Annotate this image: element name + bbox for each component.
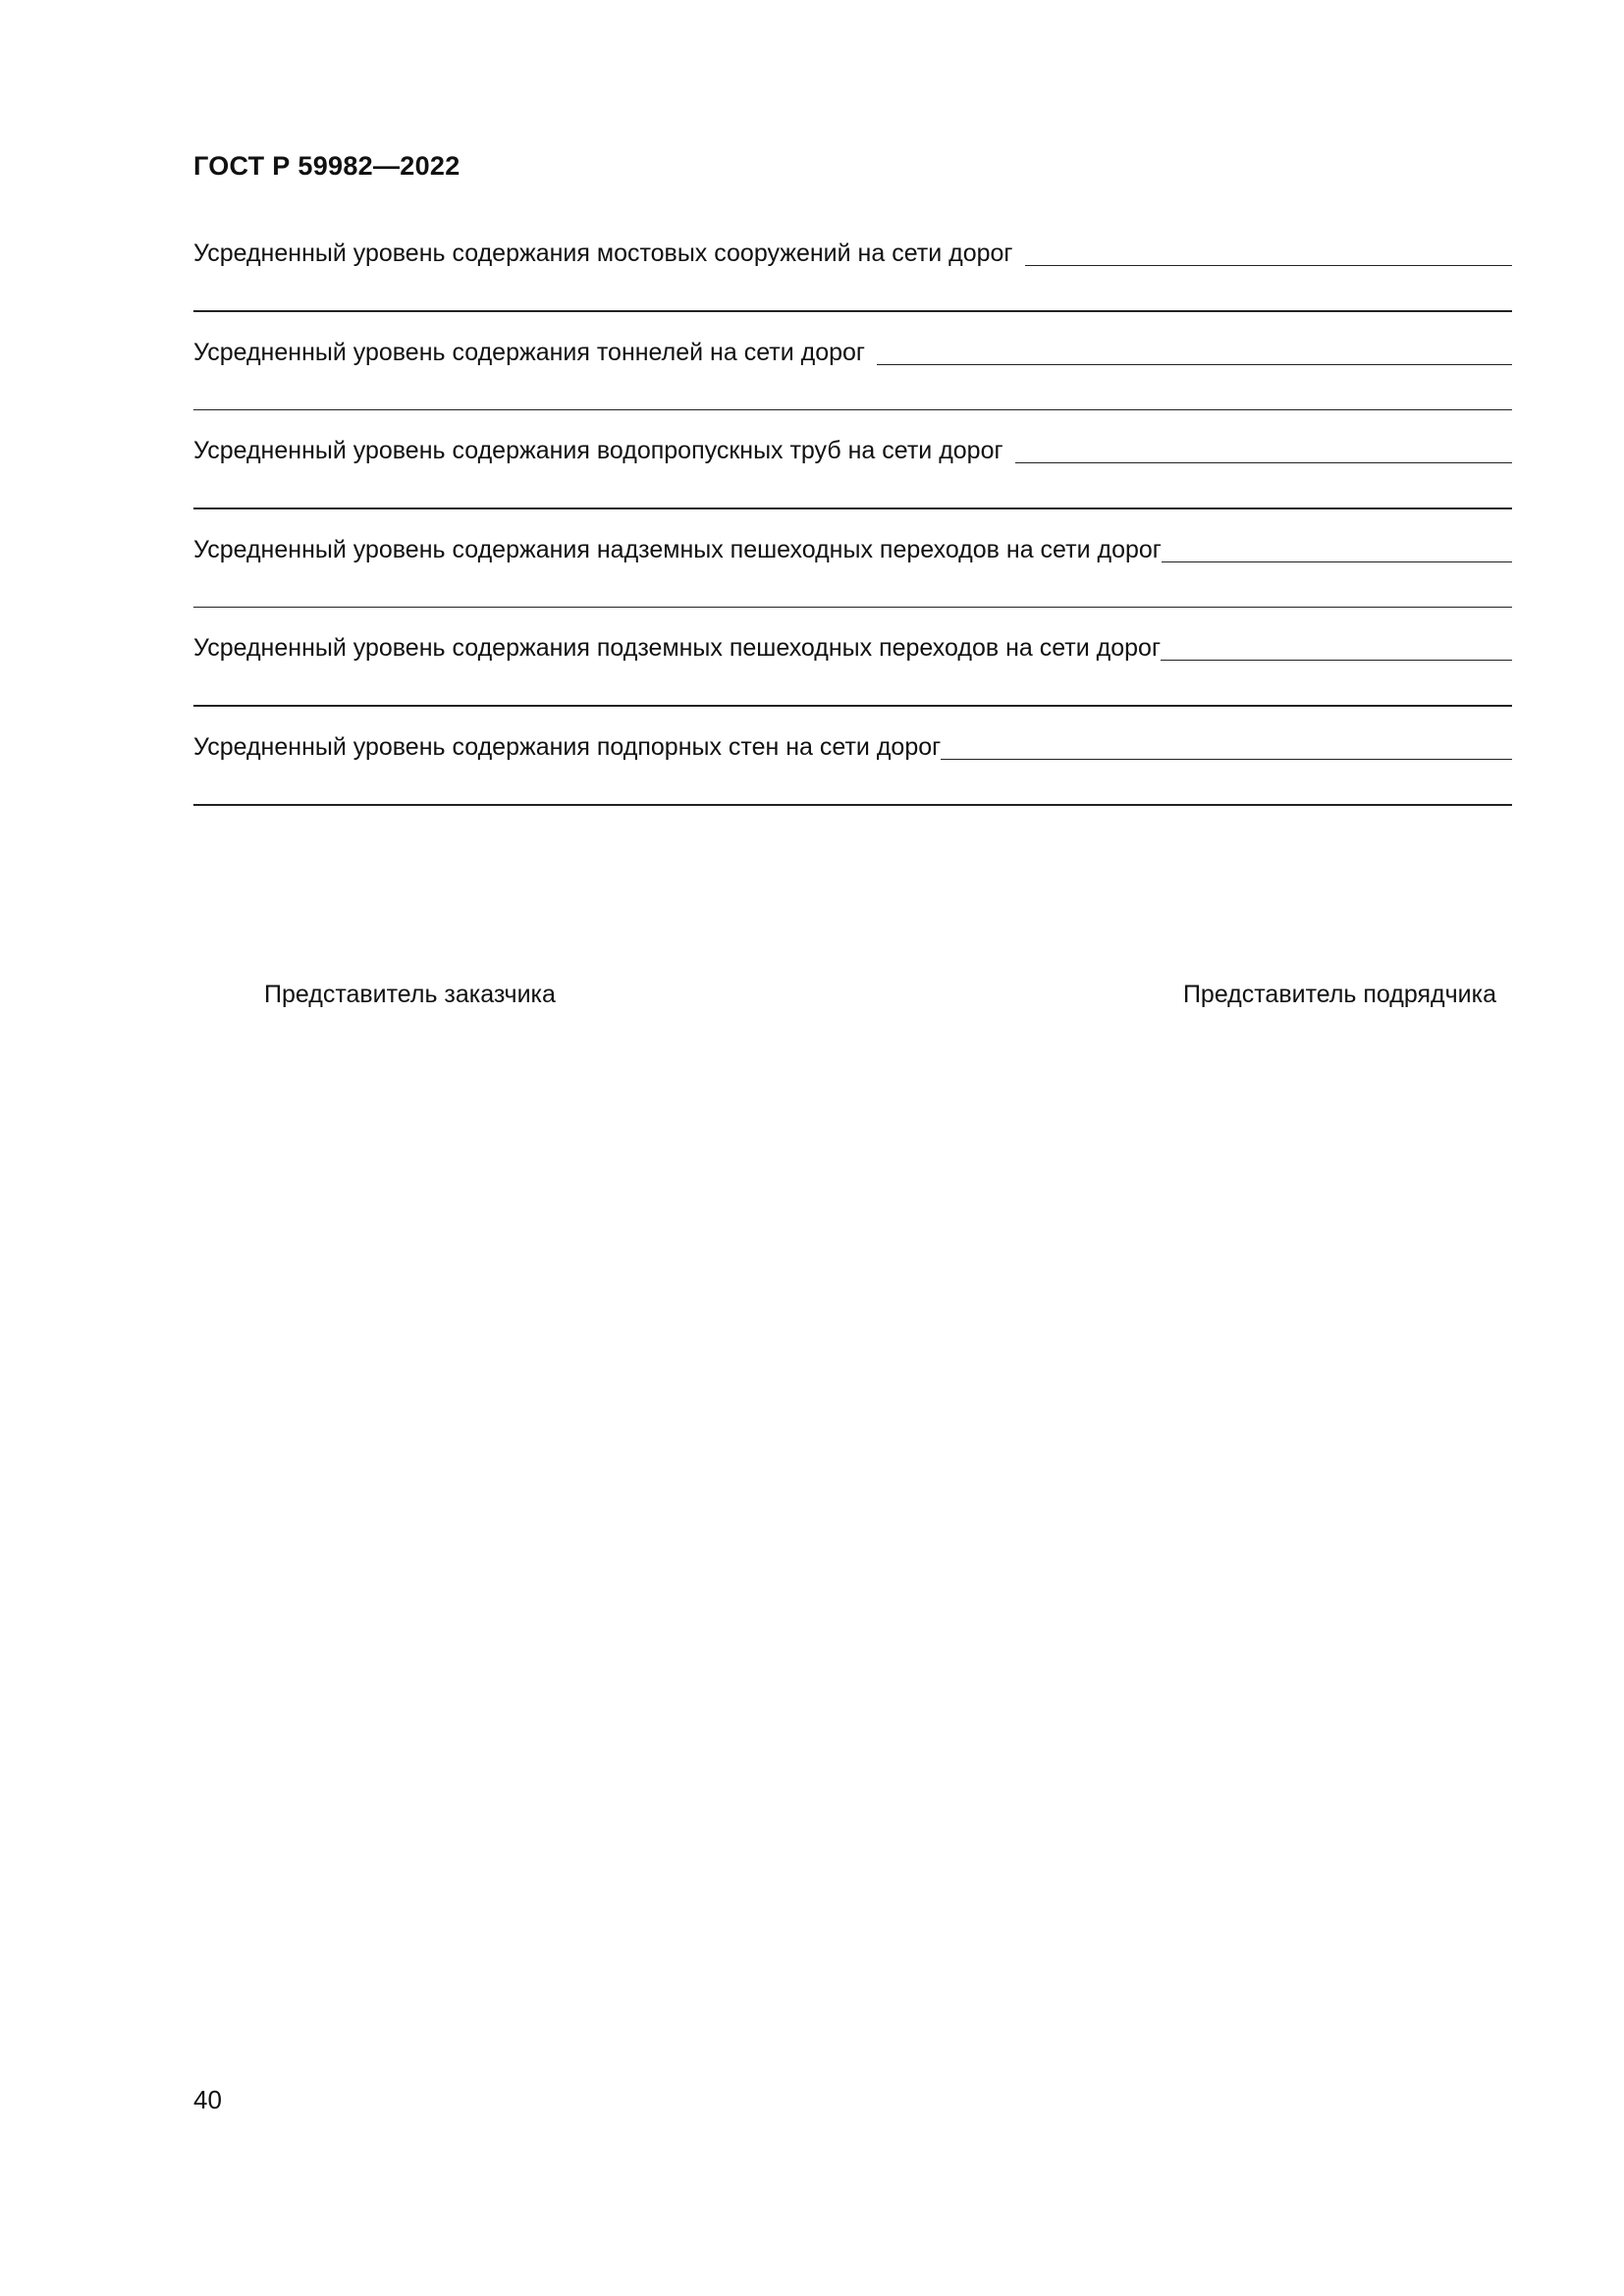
blank-line-continuation[interactable] — [193, 507, 1512, 509]
contractor-representative-label: Представитель подрядчика — [1182, 981, 1496, 1008]
blank-line[interactable] — [941, 733, 1512, 760]
field-row — [193, 529, 1512, 564]
blank-line-continuation[interactable] — [193, 804, 1512, 806]
field-label: Усредненный уровень содержания надземных пешеходных переходов на сети дорог — [193, 535, 1162, 563]
field-block-culverts — [193, 430, 1512, 509]
customer-representative-label: Представитель заказчика — [264, 981, 556, 1008]
field-row — [193, 233, 1512, 268]
field-block-underpasses — [193, 627, 1512, 707]
field-label: Усредненный уровень содержания подпорных стен на сети дорог — [193, 732, 942, 761]
blank-line-continuation[interactable] — [193, 607, 1512, 609]
page-number: 40 — [193, 2085, 222, 2114]
blank-line-continuation[interactable] — [193, 310, 1512, 312]
blank-line[interactable] — [877, 339, 1512, 365]
standard-title: ГОСТ Р 59982—2022 — [193, 151, 460, 181]
field-label: Усредненный уровень содержания подземных пешеходных переходов на сети дорог — [193, 634, 1162, 663]
field-row — [193, 726, 1512, 762]
field-block-tunnels — [193, 332, 1512, 411]
field-label: Усредненный уровень содержания тоннелей на сети дорог — [193, 338, 866, 366]
blank-line[interactable] — [1025, 240, 1512, 266]
field-row — [193, 430, 1512, 465]
field-row — [193, 627, 1512, 663]
blank-line[interactable] — [1162, 536, 1512, 562]
field-label: Усредненный уровень содержания водопропускных труб на сети дорог — [193, 437, 1003, 465]
blank-line[interactable] — [1015, 437, 1512, 463]
blank-line-continuation[interactable] — [193, 705, 1512, 707]
blank-line[interactable] — [1161, 634, 1512, 661]
field-label: Усредненный уровень содержания мостовых сооружений на сети дорог — [193, 240, 1013, 267]
field-block-overpasses — [193, 529, 1512, 609]
field-block-retaining-walls — [193, 726, 1512, 806]
document-page — [193, 147, 1512, 1008]
blank-line-continuation[interactable] — [193, 409, 1512, 411]
field-block-bridges — [193, 233, 1512, 312]
field-row — [193, 332, 1512, 367]
